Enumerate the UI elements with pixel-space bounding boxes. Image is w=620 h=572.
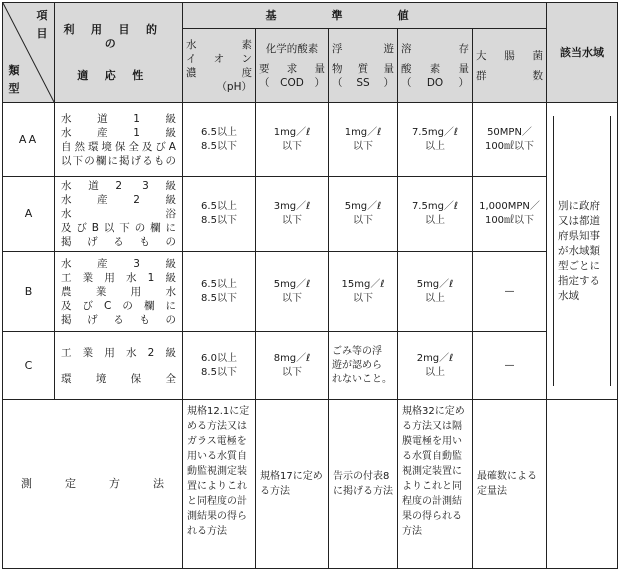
purpose-line: 水道1級	[61, 112, 176, 125]
do-value: 2mg／ℓ	[416, 352, 454, 364]
purpose-header-line2: 適応性	[77, 68, 160, 82]
purpose-line: 農業用水	[61, 285, 176, 298]
ph-cell	[183, 177, 256, 252]
ph-cell	[183, 332, 256, 400]
do-qualifier: 以上	[425, 292, 445, 304]
coliform-cell	[473, 332, 547, 400]
do-qualifier: 以上	[425, 215, 445, 226]
do-cell	[398, 252, 473, 332]
column-header-do-unit: （DO）	[401, 76, 469, 89]
do-value: 7.5mg／ℓ	[411, 126, 459, 138]
type-cell: A	[3, 177, 55, 252]
column-header-ss-line1: 浮遊	[332, 42, 394, 55]
column-header-ss-line2: 物質量	[332, 62, 394, 75]
ss-cell	[329, 177, 398, 252]
purpose-cell	[55, 332, 183, 400]
do-cell	[398, 103, 473, 177]
ss-qualifier: 以下	[353, 215, 373, 226]
ph-cell	[183, 103, 256, 177]
item-type-corner-cell	[3, 3, 55, 103]
type-label: 類型	[8, 64, 20, 95]
column-header-cod	[256, 29, 329, 103]
do-qualifier: 以上	[425, 140, 445, 152]
purpose-line: 工業用水1級	[61, 271, 176, 284]
coliform-value: —	[504, 359, 515, 371]
column-header-ph-line3: 濃度	[186, 66, 252, 79]
coliform-qualifier: 100㎖以下	[484, 215, 535, 226]
column-header-ss-unit: （SS）	[332, 76, 394, 89]
ss-cell	[329, 103, 398, 177]
ss-qualifier: 以下	[353, 292, 373, 304]
cod-qualifier: 以下	[282, 292, 302, 304]
remarks-bracket	[553, 116, 611, 386]
water-quality-standards-table	[2, 2, 618, 569]
cod-value: 1mg／ℓ	[273, 126, 311, 138]
method-ph: 規格12.1に定める方法又はガラス電極を用いる水質自動監視測定装置によりこれと同程度の計測結果の得られる方法	[183, 400, 256, 569]
purpose-line: 環境保全	[61, 372, 176, 385]
ph-min: 6.5以上	[201, 126, 237, 138]
ss-qualifier: 以下	[353, 140, 373, 152]
coliform-cell	[473, 103, 547, 177]
ss-value: ごみ等の浮	[332, 345, 382, 357]
column-header-cod-line1: 化学的酸素	[265, 42, 319, 55]
coliform-value: —	[504, 285, 515, 297]
purpose-line: 掲げるもの	[61, 313, 176, 326]
method-label: 測定方法	[3, 400, 183, 569]
do-qualifier: 以上	[425, 366, 445, 378]
method-coliform: 最確数による定量法	[473, 400, 547, 569]
purpose-cell	[55, 252, 183, 332]
purpose-line: 及びB以下の欄に	[61, 222, 176, 234]
column-header-ph-line1: 水素	[186, 38, 252, 51]
ss-cell	[329, 252, 398, 332]
item-label: 項目	[36, 9, 48, 40]
ss-value: 遊が認めら	[332, 359, 382, 371]
standard-values-header	[183, 3, 547, 29]
do-value: 5mg／ℓ	[416, 278, 454, 290]
table-row	[3, 332, 618, 400]
column-header-coliform-line1: 大腸菌	[476, 49, 543, 62]
column-header-do-line2: 酸素量	[401, 62, 469, 75]
purpose-line: 水産3級	[61, 257, 176, 270]
method-do: 規格32に定める方法又は隔膜電極を用いる水質自動監視測定装置によりこれと同程度の計測結果の得られる方法	[398, 400, 473, 569]
ph-min: 6.5以上	[201, 278, 237, 290]
cod-cell	[256, 332, 329, 400]
table-row	[3, 177, 618, 252]
ss-value: れないこと。	[332, 373, 392, 385]
column-header-do-line1: 溶存	[401, 42, 469, 55]
cod-qualifier: 以下	[282, 140, 302, 152]
ss-value: 1mg／ℓ	[344, 126, 382, 138]
type-cell: AA	[3, 103, 55, 177]
water-quality-standards-sheet	[2, 2, 617, 567]
column-header-cod-unit: （COD）	[259, 76, 325, 89]
ph-max: 8.5以下	[201, 215, 237, 226]
purpose-line: 水道2 3級	[61, 180, 176, 192]
column-header-ph-unit: （pH）	[216, 80, 252, 93]
column-header-ph	[183, 29, 256, 103]
column-header-ph-line2: イオン	[186, 52, 252, 65]
cod-value: 8mg／ℓ	[273, 352, 311, 364]
ph-max: 8.5以下	[201, 140, 237, 152]
coliform-value: 50MPN／	[487, 126, 532, 138]
ph-min: 6.0以上	[201, 352, 237, 364]
method-ss: 告示の付表8に掲げる方法	[329, 400, 398, 569]
remarks-cell	[547, 103, 618, 400]
ph-max: 8.5以下	[201, 366, 237, 378]
ss-value: 15mg／ℓ	[341, 278, 385, 290]
cod-value: 5mg／ℓ	[273, 278, 311, 290]
ss-value: 5mg／ℓ	[344, 201, 382, 212]
column-header-coliform-line2: 群数	[476, 69, 543, 82]
cod-cell	[256, 103, 329, 177]
method-remarks-empty	[547, 400, 618, 569]
purpose-line: 水産1級	[61, 126, 176, 139]
ph-max: 8.5以下	[201, 292, 237, 304]
ss-cell	[329, 332, 398, 400]
table-row	[3, 103, 618, 177]
column-header-ss	[329, 29, 398, 103]
column-header-do	[398, 29, 473, 103]
column-header-coliform	[473, 29, 547, 103]
table-row	[3, 252, 618, 332]
purpose-line: 掲げるもの	[61, 236, 176, 248]
purpose-line: 工業用水2級	[61, 346, 176, 359]
purpose-line: 水浴	[61, 208, 176, 220]
cod-qualifier: 以下	[282, 366, 302, 378]
purpose-cell	[55, 177, 183, 252]
method-cod: 規格17に定める方法	[256, 400, 329, 569]
cod-cell	[256, 177, 329, 252]
coliform-cell	[473, 177, 547, 252]
remarks-text: 別に政府又は都道府県知事が水域類型ごとに指定する水域	[558, 199, 600, 302]
type-cell: C	[3, 332, 55, 400]
remarks-header: 該当水域	[547, 3, 618, 103]
ph-min: 6.5以上	[201, 201, 237, 212]
cod-qualifier: 以下	[282, 215, 302, 226]
coliform-qualifier: 100㎖以下	[484, 140, 535, 152]
purpose-line: 自然環境保全及びA	[61, 140, 176, 153]
cod-cell	[256, 252, 329, 332]
coliform-value: 1,000MPN／	[479, 201, 540, 212]
coliform-cell	[473, 252, 547, 332]
purpose-header	[55, 3, 183, 103]
purpose-line: 水産2級	[61, 194, 176, 206]
method-row	[3, 400, 618, 569]
purpose-line: 及びCの欄に	[61, 299, 176, 312]
ph-cell	[183, 252, 256, 332]
cod-value: 3mg／ℓ	[273, 201, 311, 212]
purpose-header-line1: 利用目的の	[63, 22, 174, 50]
standard-values-title: 基準値	[265, 8, 464, 22]
do-cell	[398, 177, 473, 252]
do-value: 7.5mg／ℓ	[411, 201, 459, 212]
purpose-cell	[55, 103, 183, 177]
purpose-line: 以下の欄に掲げるもの	[61, 154, 176, 167]
column-header-cod-line2: 要求量	[259, 62, 325, 75]
do-cell	[398, 332, 473, 400]
type-cell: B	[3, 252, 55, 332]
